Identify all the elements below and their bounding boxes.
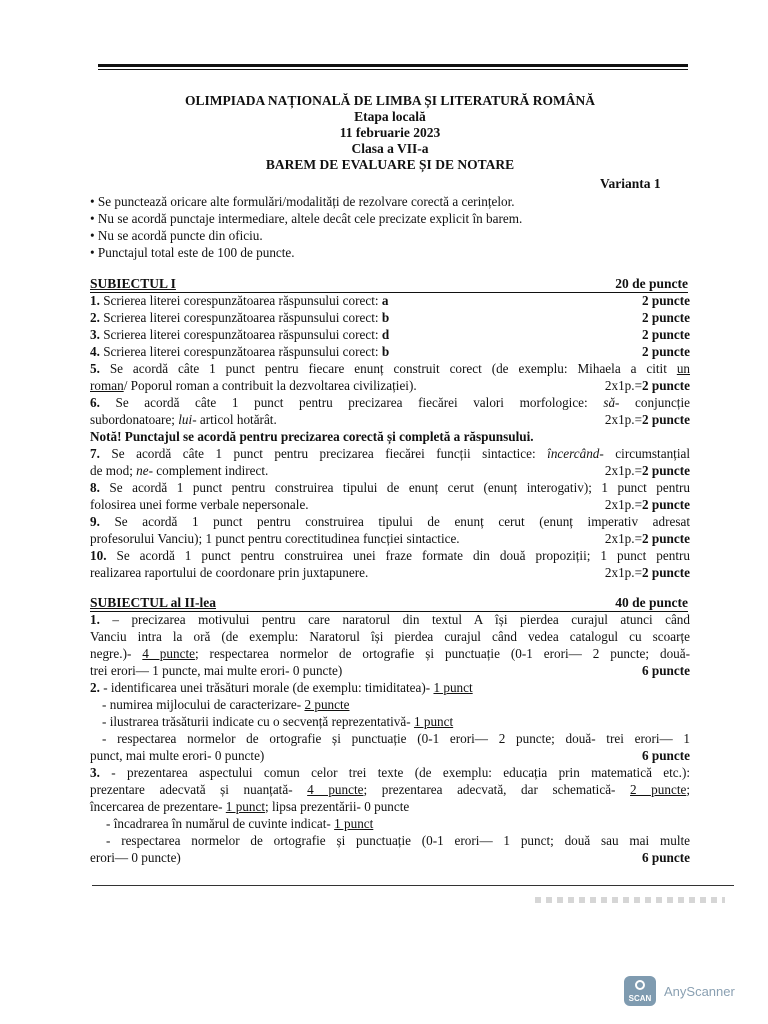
- section-1-body: [90, 292, 690, 581]
- item-10: 10. Se acordă 1 punct pentru construirea unei fraze formate din două propoziții; 1 punct pentru: [90, 548, 690, 563]
- question-points: 6 puncte: [642, 850, 690, 865]
- item-8-line2: folosirea unei forme verbale nepersonale. 2x1p.=2 puncte: [90, 497, 690, 512]
- item-6: 6. Se acordă câte 1 punct pentru precizarea fiecărei valori morfologice: să- conjuncție: [90, 395, 690, 410]
- general-rules: [90, 193, 690, 261]
- scanner-name: AnyScanner: [664, 983, 735, 999]
- item-points: 2x1p.=2 puncte: [604, 412, 690, 427]
- question-3-line6: erori— 0 puncte) 6 puncte: [90, 850, 690, 865]
- question-3-line2: prezentare adecvată și nuanțată- 4 puncte; prezentarea adecvată, dar schematică- 2 puncte;: [90, 782, 691, 797]
- item-4: 4. Scrierea literei corespunzătoarea răspunsului corect: b 2 puncte: [90, 344, 690, 359]
- item-7-line2: de mod; ne- complement indirect. 2x1p.=2 puncte: [90, 463, 690, 478]
- question-2-line3: - ilustrarea trăsăturii indicate cu o secvență reprezentativă- 1 punct: [102, 714, 454, 729]
- question-points: 6 puncte: [642, 748, 690, 763]
- item-9: 9. Se acordă 1 punct pentru construirea tipului de enunț cerut (enunț imperativ adresat: [90, 514, 690, 529]
- answer: b: [381, 310, 390, 325]
- question-3-line4: - încadrarea în numărul de cuvinte indicat- 1 punct: [106, 816, 374, 831]
- olympiad-title: OLIMPIADA NAȚIONALĂ DE LIMBA ȘI LITERATURĂ ROMÂNĂ: [184, 93, 596, 108]
- item-points: 2x1p.=2 puncte: [604, 497, 690, 512]
- answer: a: [381, 293, 389, 308]
- variant-label: Varianta 1: [600, 176, 661, 191]
- question-2-line4: - respectarea normelor de ortografie și punctuație (0-1 erori— 2 puncte; două- trei erori— 1: [102, 731, 690, 746]
- rule-item: • Se punctează oricare alte formulări/modalități de rezolvare corectă a cerințelor.: [90, 194, 515, 209]
- grade: Clasa a VII-a: [351, 141, 429, 156]
- scan-logo-icon: SCAN: [624, 976, 656, 1006]
- item-points: 2 puncte: [642, 327, 690, 342]
- question-3: 3. - prezentarea aspectului comun celor trei texte (de exemplu: educația prin matematică etc.):: [90, 765, 690, 780]
- question-3-line3: încercarea de prezentare- 1 punct; lipsa prezentării- 0 puncte: [90, 799, 410, 814]
- answer: b: [381, 344, 390, 359]
- item-5-line2: roman/ Poporul roman a contribuit la dezvoltarea civilizației). 2x1p.=2 puncte: [90, 378, 690, 393]
- top-rule-thin: [98, 69, 688, 70]
- question-2-line5: punct, mai multe erori- 0 puncte) 6 puncte: [90, 748, 690, 763]
- stage: Etapa locală: [354, 109, 426, 124]
- rule-item: • Nu se acordă punctaje intermediare, altele decât cele precizate explicit în barem.: [90, 211, 523, 226]
- item-7: 7. Se acordă câte 1 punct pentru precizarea fiecărei funcții sintactice: încercând- circumstanțial: [90, 446, 691, 461]
- faint-footer-text: [535, 897, 725, 903]
- item-5: 5. Se acordă câte 1 punct pentru fiecare enunț construit corect (de exemplu: Mihaela a citit un: [90, 361, 690, 376]
- top-rule-thick: [98, 64, 688, 67]
- item-points: 2 puncte: [642, 310, 690, 325]
- section-1-points: 20 de puncte: [615, 276, 688, 291]
- question-1-line3: negre.)- 4 puncte; respectarea normelor de ortografie și punctuație (0-1 erori— 2 puncte; două-: [90, 646, 690, 661]
- question-1-line2: Vanciu intra la oră (de exemplu: Naratorul își pierdea curajul când vedea catalogul cu scoarțe: [90, 629, 690, 644]
- document-title: BAREM DE EVALUARE ȘI DE NOTARE: [265, 157, 515, 172]
- rule-item: • Punctajul total este de 100 de puncte.: [90, 245, 295, 260]
- section-1-header: [90, 275, 688, 293]
- answer: d: [381, 327, 390, 342]
- rule-item: • Nu se acordă puncte din oficiu.: [90, 228, 263, 243]
- item-points: 2x1p.=2 puncte: [604, 565, 690, 580]
- section-2-points: 40 de puncte: [615, 595, 688, 610]
- section-2-title: SUBIECTUL al II-lea: [90, 595, 217, 610]
- item-3: 3. Scrierea literei corespunzătoarea răspunsului corect: d 2 puncte: [90, 327, 690, 342]
- item-8: 8. Se acordă 1 punct pentru construirea tipului de enunț cerut (enunț interogativ); 1 punct pentru: [90, 480, 690, 495]
- question-points: 6 puncte: [642, 663, 690, 678]
- section-2-header: [90, 594, 688, 612]
- item-9-line2: profesorului Vanciu); 1 punct pentru corectitudinea funcției sintactice. 2x1p.=2 puncte: [90, 531, 690, 546]
- section-2-body: [90, 611, 690, 866]
- question-3-line5: - respectarea normelor de ortografie și punctuație (0-1 erori— 1 punct; două sau mai multe: [106, 833, 690, 848]
- note: Notă! Punctajul se acordă pentru precizarea corectă și completă a răspunsului.: [90, 429, 534, 444]
- item-6-line2: subordonatoare; lui- articol hotărât. 2x1p.=2 puncte: [90, 412, 690, 427]
- question-2-line2: - numirea mijlocului de caracterizare- 2 puncte: [102, 697, 350, 712]
- scanner-watermark: [624, 976, 735, 1006]
- section-1-title: SUBIECTUL I: [90, 276, 176, 291]
- item-10-line2: realizarea raportului de coordonare prin juxtapunere. 2x1p.=2 puncte: [90, 565, 690, 580]
- document-header: [90, 93, 690, 173]
- bottom-rule: [92, 885, 734, 886]
- item-points: 2 puncte: [642, 344, 690, 359]
- item-1: 1. Scrierea literei corespunzătoarea răspunsului corect: a 2 puncte: [90, 293, 690, 308]
- question-1-line4: trei erori— 1 puncte, mai multe erori- 0 puncte) 6 puncte: [90, 663, 690, 678]
- item-points: 2x1p.=2 puncte: [604, 463, 690, 478]
- item-points: 2x1p.=2 puncte: [604, 378, 690, 393]
- item-2: 2. Scrierea literei corespunzătoarea răspunsului corect: b 2 puncte: [90, 310, 690, 325]
- question-1: 1. – precizarea motivului pentru care naratorul din textul A își pierdea curajul atunci când: [90, 612, 690, 627]
- item-points: 2 puncte: [642, 293, 690, 308]
- question-2: 2. - identificarea unei trăsături morale (de exemplu: timiditatea)- 1 punct: [90, 680, 473, 695]
- item-points: 2x1p.=2 puncte: [604, 531, 690, 546]
- date: 11 februarie 2023: [339, 125, 441, 140]
